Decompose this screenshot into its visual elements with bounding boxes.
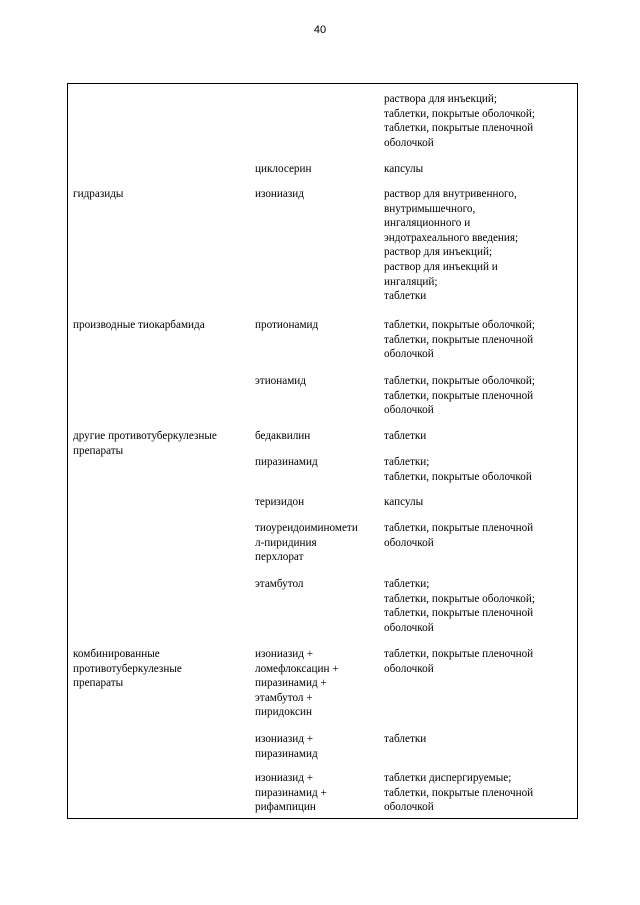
drug-cell-line: этионамид xyxy=(255,375,306,387)
forms-cell-line: ингаляционного и xyxy=(384,217,471,230)
forms-cell xyxy=(384,162,574,177)
forms-cell-line: раствор для инъекций и xyxy=(384,260,498,273)
forms-cell xyxy=(384,318,574,362)
drug-cell-line: этамбутол xyxy=(255,578,304,590)
drug-cell-line: изониазид xyxy=(255,188,304,200)
drug-cell xyxy=(255,455,379,470)
forms-cell-line: таблетки, покрытые пленочной xyxy=(384,648,534,660)
drug-cell xyxy=(255,187,379,202)
forms-cell-line: таблетки; xyxy=(384,578,430,590)
group-cell-line: производные тиокарбамида xyxy=(73,319,205,331)
forms-cell-line: таблетки, покрытые оболочкой; xyxy=(384,375,535,387)
forms-cell xyxy=(384,647,574,676)
forms-cell-line: таблетки, покрытые пленочной xyxy=(384,122,534,135)
forms-cell-line: таблетки; xyxy=(384,456,430,468)
drug-cell-line: пиразинамид xyxy=(255,456,318,468)
forms-cell-line: таблетки, покрытые оболочкой xyxy=(384,470,532,483)
drug-cell-line: изониазид + xyxy=(255,648,314,660)
drug-cell-line: перхлорат xyxy=(255,551,304,564)
drug-cell-line: л-пиридиния xyxy=(255,536,317,549)
drug-cell-line: ломефлоксацин + xyxy=(255,662,339,675)
forms-cell-line: таблетки, покрытые оболочкой; xyxy=(384,592,535,605)
group-cell xyxy=(73,429,253,458)
drug-cell xyxy=(255,374,379,389)
drug-table xyxy=(67,83,578,819)
drug-cell-line: теризидон xyxy=(255,496,305,508)
forms-cell xyxy=(384,455,574,484)
forms-cell xyxy=(384,577,574,635)
drug-cell xyxy=(255,771,379,815)
drug-cell-line: пиразинамид + xyxy=(255,677,327,690)
forms-cell-line: ингаляций; xyxy=(384,275,438,288)
drug-cell-line: тиоуреидоиминомети xyxy=(255,522,358,534)
forms-cell-line: таблетки, покрытые пленочной xyxy=(384,333,534,346)
drug-cell xyxy=(255,429,379,444)
drug-cell xyxy=(255,577,379,592)
drug-cell-line: пиридоксин xyxy=(255,706,312,719)
forms-cell xyxy=(384,187,574,304)
forms-cell-line: эндотрахеального введения; xyxy=(384,231,519,244)
forms-cell-line: оболочкой xyxy=(384,136,434,149)
drug-cell-line: пиразинамид + xyxy=(255,786,327,799)
forms-cell-line: таблетки, покрытые оболочкой; xyxy=(384,107,535,120)
forms-cell-line: таблетки, покрытые пленочной xyxy=(384,786,534,799)
drug-cell-line: рифампицин xyxy=(255,801,316,814)
forms-cell-line: раствор для внутривенного, xyxy=(384,188,517,200)
forms-cell-line: оболочкой xyxy=(384,536,434,549)
forms-cell xyxy=(384,732,574,747)
forms-cell-line: таблетки xyxy=(384,290,427,303)
drug-cell xyxy=(255,495,379,510)
forms-cell-line: капсулы xyxy=(384,496,424,508)
forms-cell-line: оболочкой xyxy=(384,801,434,814)
forms-cell-line: оболочкой xyxy=(384,662,434,675)
forms-cell-line: таблетки xyxy=(384,733,427,745)
forms-cell xyxy=(384,92,574,150)
forms-cell xyxy=(384,521,574,550)
drug-cell xyxy=(255,647,379,720)
drug-cell-line: пиразинамид xyxy=(255,747,318,760)
group-cell-line: препараты xyxy=(73,677,124,690)
group-cell-line: другие противотуберкулезные xyxy=(73,430,217,442)
forms-cell-line: таблетки, покрытые пленочной xyxy=(384,607,534,620)
group-cell-line: противотуберкулезные xyxy=(73,662,182,675)
group-cell-line: комбинированные xyxy=(73,648,160,660)
drug-cell xyxy=(255,521,379,565)
forms-cell xyxy=(384,771,574,815)
forms-cell xyxy=(384,374,574,418)
group-cell xyxy=(73,318,253,333)
forms-cell-line: таблетки диспергируемые; xyxy=(384,772,512,784)
forms-cell-line: таблетки, покрытые пленочной xyxy=(384,389,534,402)
group-cell xyxy=(73,647,253,691)
drug-cell-line: изониазид + xyxy=(255,772,314,784)
drug-cell-line: изониазид + xyxy=(255,733,314,745)
drug-cell-line: этамбутол + xyxy=(255,691,313,704)
forms-cell-line: раствор для инъекций; xyxy=(384,246,493,259)
forms-cell-line: оболочкой xyxy=(384,348,434,361)
forms-cell-line: раствора для инъекций; xyxy=(384,93,498,105)
drug-cell-line: циклосерин xyxy=(255,163,312,175)
forms-cell xyxy=(384,495,574,510)
drug-cell xyxy=(255,318,379,333)
forms-cell-line: оболочкой xyxy=(384,404,434,417)
group-cell-line: гидразиды xyxy=(73,188,124,200)
group-cell xyxy=(73,187,253,202)
group-cell-line: препараты xyxy=(73,444,124,457)
forms-cell-line: капсулы xyxy=(384,163,424,175)
forms-cell-line: таблетки, покрытые оболочкой; xyxy=(384,319,535,331)
forms-cell-line: таблетки, покрытые пленочной xyxy=(384,522,534,534)
drug-cell xyxy=(255,162,379,177)
forms-cell-line: внутримышечного, xyxy=(384,202,476,215)
forms-cell-line: оболочкой xyxy=(384,621,434,634)
forms-cell-line: таблетки xyxy=(384,430,427,442)
forms-cell xyxy=(384,429,574,444)
drug-cell xyxy=(255,732,379,761)
drug-cell-line: протионамид xyxy=(255,319,319,331)
page-number: 40 xyxy=(313,24,327,36)
drug-cell-line: бедаквилин xyxy=(255,430,311,442)
